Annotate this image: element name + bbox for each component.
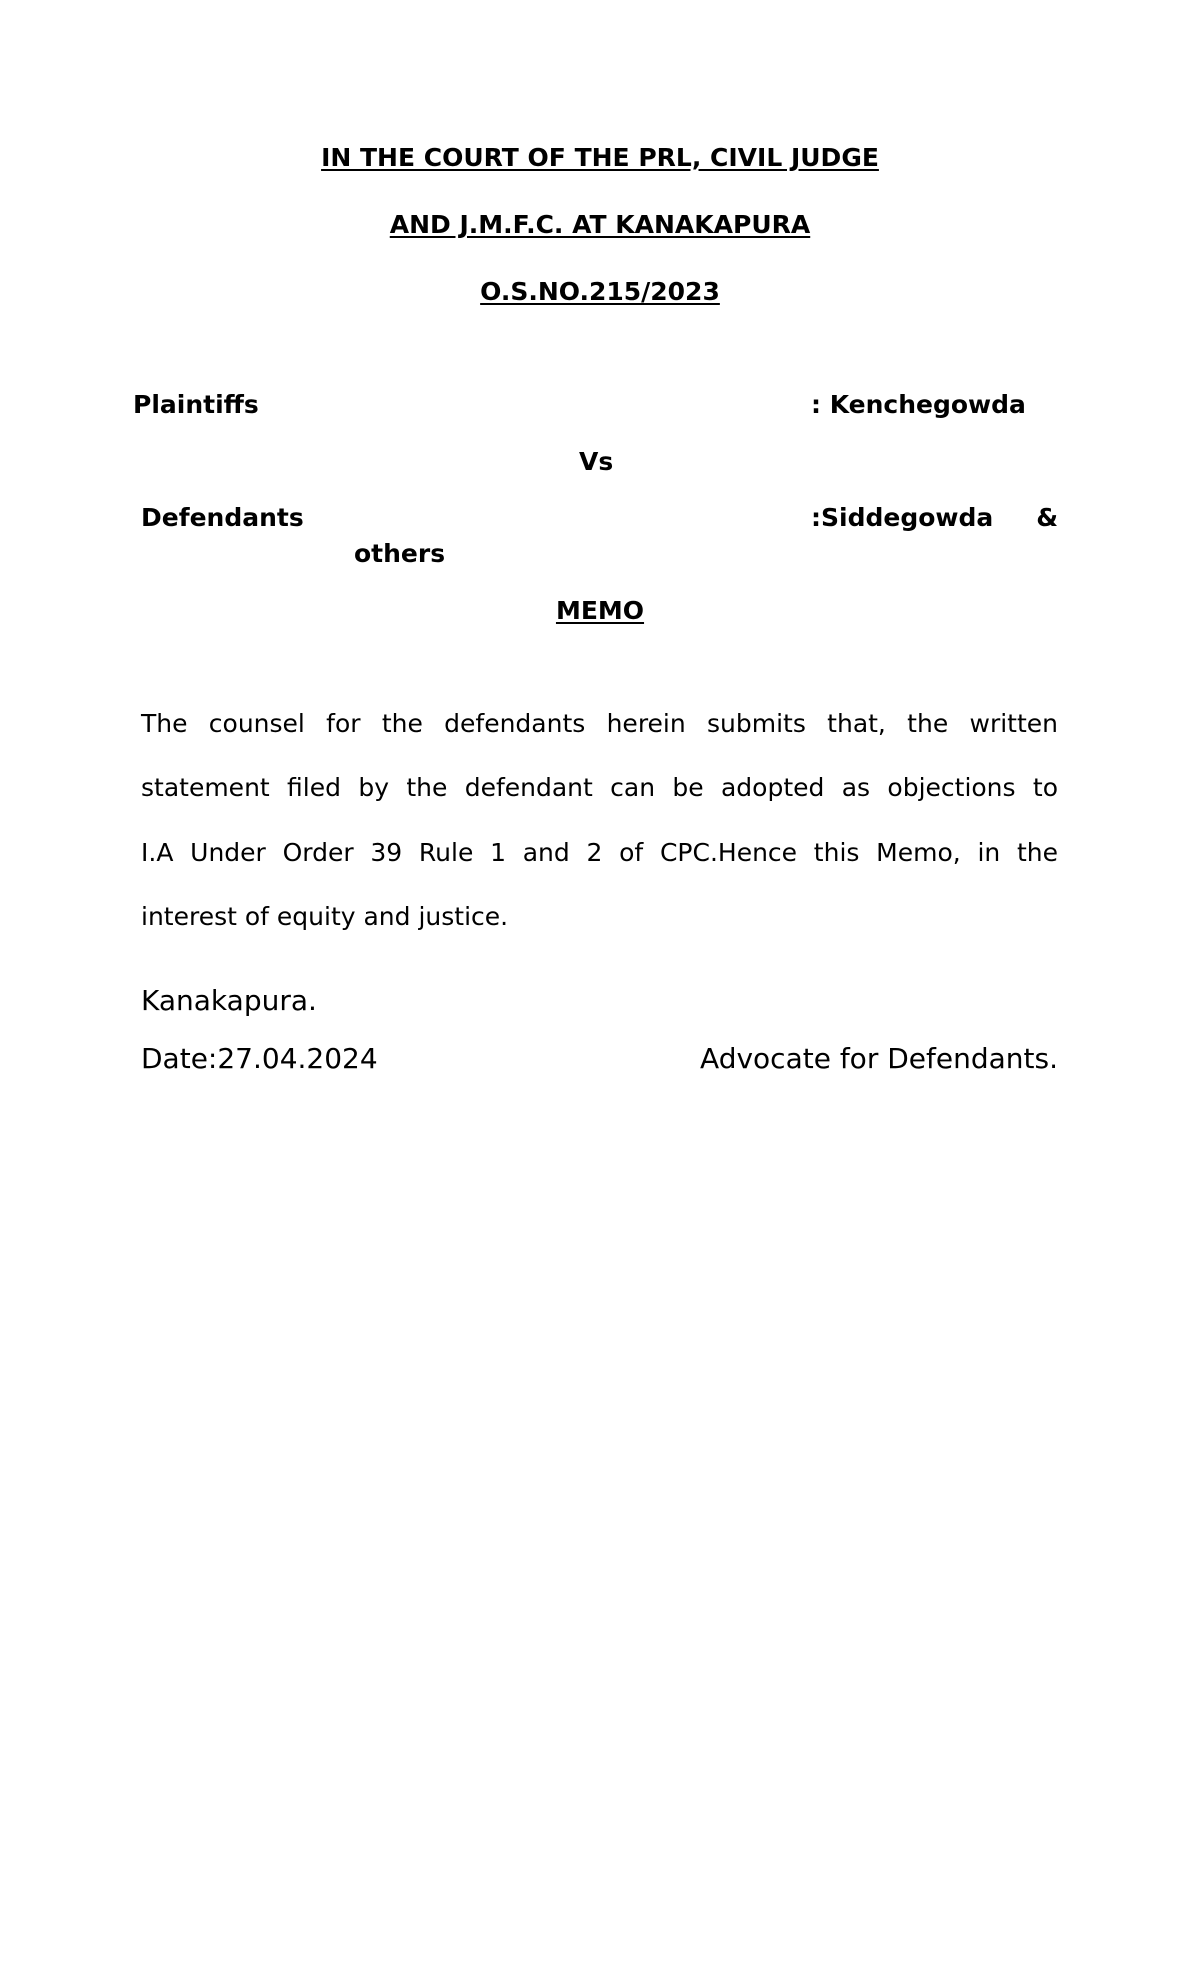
defendants-value xyxy=(811,503,1058,532)
body-line: statement filed by the defendant can be adopted as objections to xyxy=(141,773,1058,802)
body-line: interest of equity and justice. xyxy=(141,902,509,931)
plaintiffs-value: : Kenchegowda xyxy=(811,390,1026,419)
body-line: The counsel for the defendants herein submits that, the written xyxy=(141,709,1058,738)
court-heading-line1: IN THE COURT OF THE PRL, CIVIL JUDGE xyxy=(321,143,879,172)
date: Date:27.04.2024 xyxy=(141,1042,378,1075)
defendants-value-continued: others xyxy=(354,539,446,568)
case-number: O.S.NO.215/2023 xyxy=(480,277,720,306)
memo-title: MEMO xyxy=(555,596,645,625)
versus: Vs xyxy=(579,447,614,476)
defendants-label: Defendants xyxy=(141,503,304,532)
signatory: Advocate for Defendants. xyxy=(700,1042,1058,1075)
body-line: I.A Under Order 39 Rule 1 and 2 of CPC.Hence this Memo, in the xyxy=(141,838,1058,867)
plaintiffs-label: Plaintiffs xyxy=(133,390,259,419)
court-heading-line2: AND J.M.F.C. AT KANAKAPURA xyxy=(389,210,811,239)
defendants-value-text: :Siddegowda & xyxy=(811,503,1058,532)
place: Kanakapura. xyxy=(141,984,317,1017)
